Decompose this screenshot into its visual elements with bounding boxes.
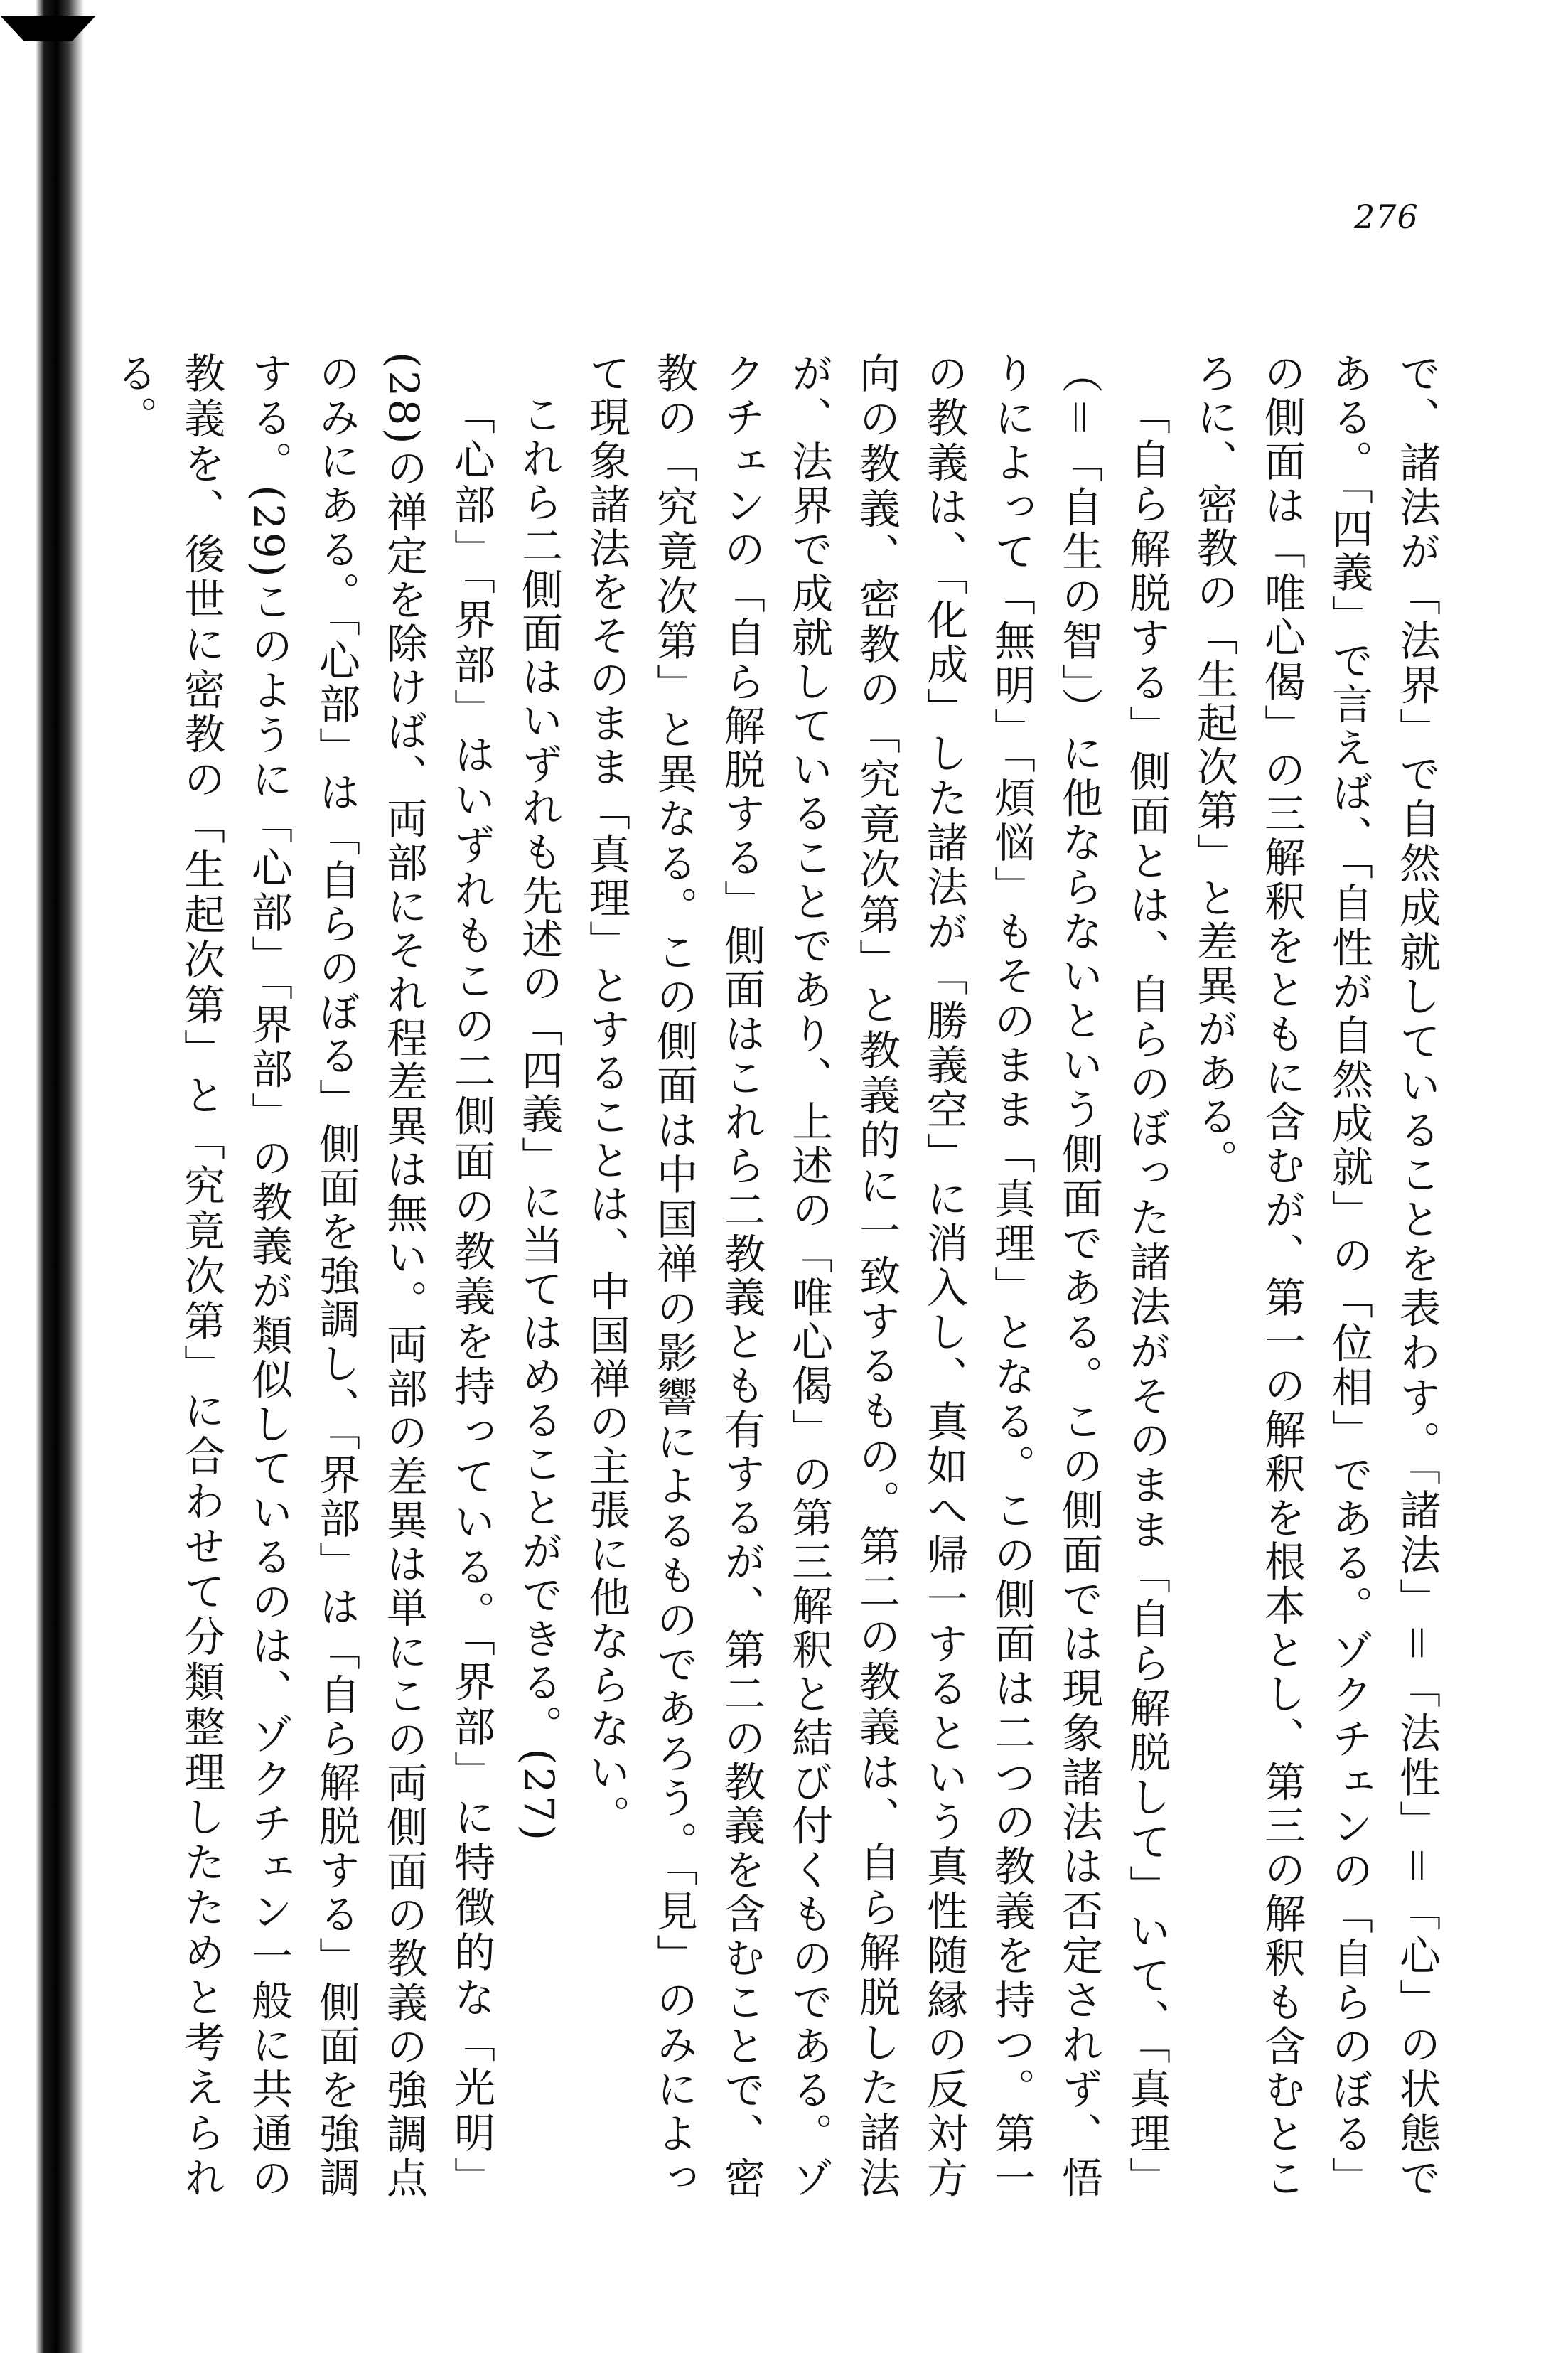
paragraph: で、諸法が「法界」で自然成就していることを表わす。「諸法」＝「法性」＝「心」の状態である。「四義」で言えば、「自性が自然成就」の「位相」である。ゾクチェンの「自らのぼる」の側面は「唯心偈」の三解釈をともに含むが、第一の解釈を根本とし、第三の解釈も含むところに、密教の「生起次第」と差異がある。 [1190, 352, 1441, 2201]
paragraph: 「自ら解脱する」側面とは、自らのぼった諸法がそのまま「自ら解脱して」いて、「真理」（＝「自生の智」）に他ならないという側面である。この側面では現象諸法は否定されず、悟りによって「無明」「煩悩」もそのまま「真理」となる。この側面は二つの教義を持つ。第一の教義は、「化成」した諸法が「勝義空」に消入し、真如へ帰一するという真性随縁の反対方向の教義、密教の「究竟次第」と教義的に一致するもの。第二の教義は、自ら解脱した諸法が、法界で成就していることであり、上述の「唯心偈」の第三解釈と結び付くものである。ゾクチェンの「自ら解脱する」側面はこれら二教義とも有するが、第二の教義を含むことで、密教の「究竟次第」と異なる。この側面は中国禅の影響によるものであろう。「見」のみによって現象諸法をそのまま「真理」とすることは、中国禅の主張に他ならない。 [582, 352, 1171, 2201]
page-number: 276 [1354, 198, 1419, 236]
body-text [109, 352, 1450, 2201]
paragraph: 「心部」「界部」はいずれもこの二側面の教義を持っている。「界部」に特徴的な「光明」(28)の禅定を除けば、両部にそれ程差異は無い。両部の差異は単にこの両側面の教義の強調点のみにある。「心部」は「自らのぼる」側面を強調し、「界部」は「自ら解脱する」側面を強調する。(29)このように「心部」「界部」の教義が類似しているのは、ゾクチェン一般に共通の教義を、後世に密教の「生起次第」と「究竟次第」に合わせて分類整理したためと考えられる。 [109, 352, 495, 2201]
paragraph: これら二側面はいずれも先述の「四義」に当てはめることができる。(27) [515, 393, 563, 1843]
book-spine-shadow [0, 0, 85, 2353]
